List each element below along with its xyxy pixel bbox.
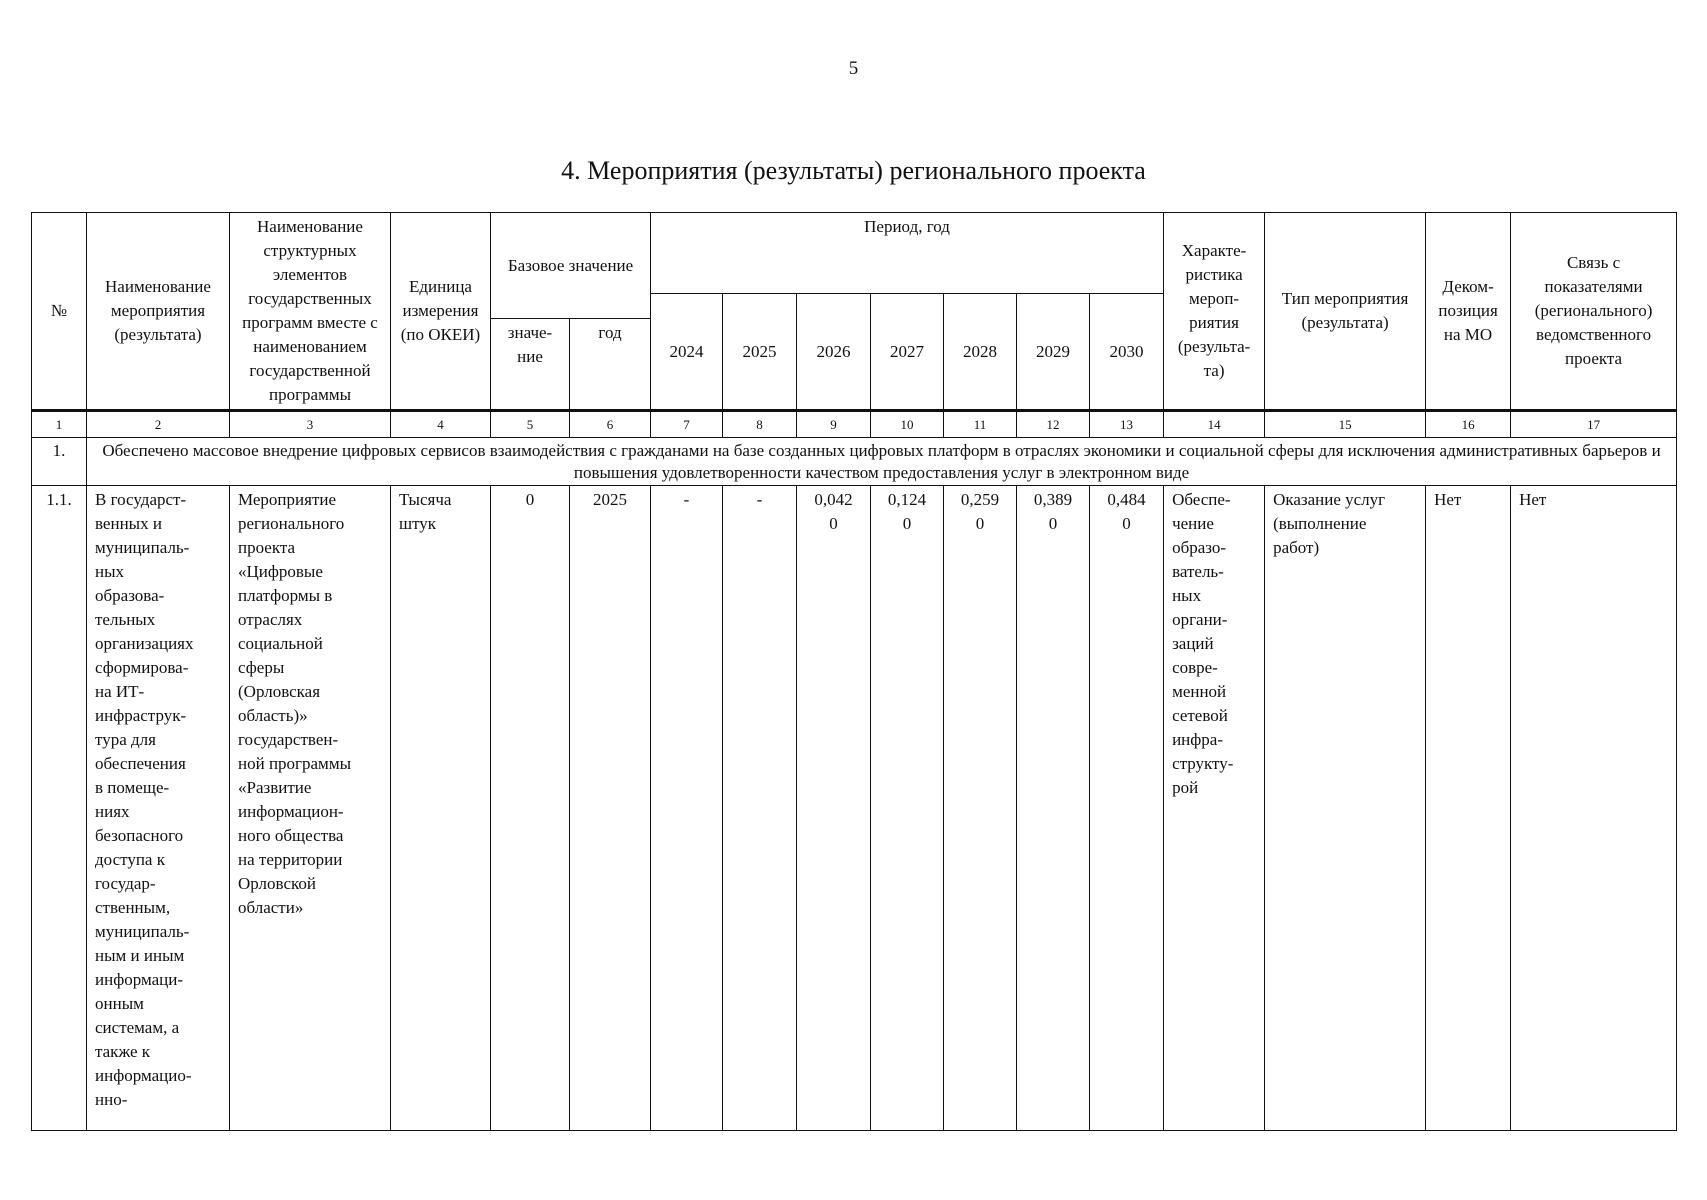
- header-base-value: значе- ние: [491, 319, 570, 411]
- table-row: [32, 486, 1677, 1131]
- row-base-year: 2025: [570, 486, 651, 1131]
- header-base: Базовое значение: [491, 213, 651, 319]
- row-unit: Тысяча штук: [391, 486, 491, 1131]
- column-number: 5: [491, 411, 570, 438]
- row-year-2026: 0,042 0: [797, 486, 871, 1131]
- header-no: №: [32, 213, 87, 411]
- row-year-2025: -: [723, 486, 797, 1131]
- header-year-2030: 2030: [1090, 294, 1164, 411]
- header-year-2025: 2025: [723, 294, 797, 411]
- row-link: Нет: [1511, 486, 1677, 1131]
- header-type: Тип мероприятия (результата): [1265, 213, 1426, 411]
- section-row: [32, 438, 1677, 486]
- page-number: 5: [848, 58, 859, 79]
- header-char: Характе- ристика мероп- риятия (результа- та): [1164, 213, 1265, 411]
- column-number: 8: [723, 411, 797, 438]
- row-year-2030: 0,484 0: [1090, 486, 1164, 1131]
- header-year-2026: 2026: [797, 294, 871, 411]
- page-title: 4. Мероприятия (результаты) регионального проекта: [561, 156, 1146, 185]
- column-number: 3: [230, 411, 391, 438]
- column-number: 4: [391, 411, 491, 438]
- header-base-year: год: [570, 319, 651, 411]
- column-number: 6: [570, 411, 651, 438]
- column-number: 11: [944, 411, 1017, 438]
- header-link: Связь с показателями (регионального) ведомственного проекта: [1511, 213, 1677, 411]
- section-title: Обеспечено массовое внедрение цифровых сервисов взаимодействия с гражданами на базе созданных цифровых платформ в отраслях экономики и социальной сферы для исключения административных барьеров и повышения удовлетворенности качеством предоставления услуг в электронном виде: [87, 438, 1677, 486]
- row-type: Оказание услуг (выполнение работ): [1265, 486, 1426, 1131]
- header-year-2024: 2024: [651, 294, 723, 411]
- row-number: 1.1.: [32, 486, 87, 1131]
- activities-table: [31, 212, 1677, 1131]
- column-number: 16: [1426, 411, 1511, 438]
- header-year-2027: 2027: [871, 294, 944, 411]
- row-decomp: Нет: [1426, 486, 1511, 1131]
- row-struct: Мероприятие регионального проекта «Цифровые платформы в отраслях социальной сферы (Орловская область)» государствен- ной программы «Развитие информацион- ного общества на территории Орловской области»: [230, 486, 391, 1131]
- header-period: Период, год: [651, 213, 1164, 294]
- column-number: 13: [1090, 411, 1164, 438]
- column-number: 7: [651, 411, 723, 438]
- column-number: 10: [871, 411, 944, 438]
- section-number: 1.: [32, 438, 87, 486]
- column-numbers-row: [32, 411, 1677, 438]
- row-char: Обеспе- чение образо- ватель- ных органи- заций совре- менной сетевой инфра- структу- рой: [1164, 486, 1265, 1131]
- row-year-2027: 0,124 0: [871, 486, 944, 1131]
- column-number: 17: [1511, 411, 1677, 438]
- row-year-2024: -: [651, 486, 723, 1131]
- column-number: 15: [1265, 411, 1426, 438]
- row-year-2029: 0,389 0: [1017, 486, 1090, 1131]
- column-number: 14: [1164, 411, 1265, 438]
- column-number: 1: [32, 411, 87, 438]
- row-year-2028: 0,259 0: [944, 486, 1017, 1131]
- row-base-value: 0: [491, 486, 570, 1131]
- header-name: Наименование мероприятия (результата): [87, 213, 230, 411]
- header-year-2029: 2029: [1017, 294, 1090, 411]
- column-number: 12: [1017, 411, 1090, 438]
- header-year-2028: 2028: [944, 294, 1017, 411]
- header-decomp: Деком- позиция на МО: [1426, 213, 1511, 411]
- column-number: 9: [797, 411, 871, 438]
- column-number: 2: [87, 411, 230, 438]
- row-name: В государст- венных и муниципаль- ных образова- тельных организациях сформирова- на ИТ- инфраструк- тура для обеспечения в помеще- ниях безопасного доступа к государ- ственным, муниципаль- ным и иным информаци- онным системам, а также к информацио- нно-: [87, 486, 230, 1131]
- header-struct: Наименование структурных элементов государственных программ вместе с наименованием государственной программы: [230, 213, 391, 411]
- header-unit: Единица измерения (по ОКЕИ): [391, 213, 491, 411]
